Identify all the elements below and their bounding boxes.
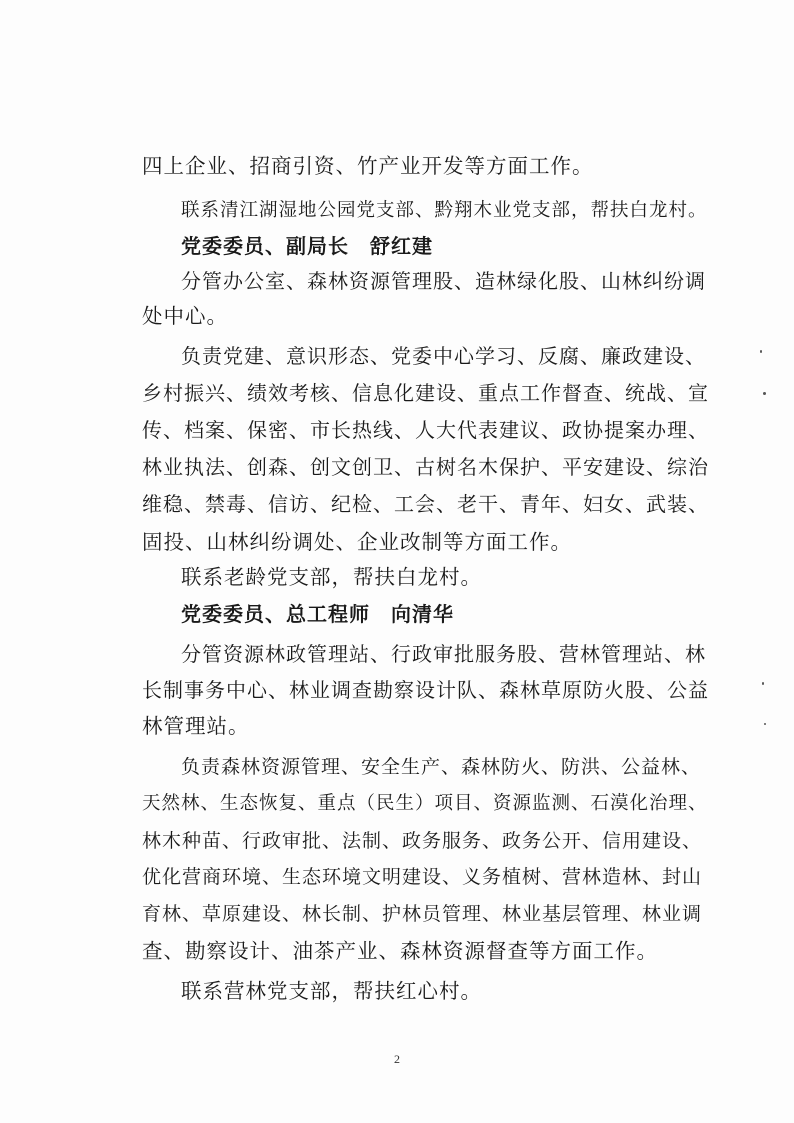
text-line: 分管资源林政管理站、行政审批服务股、营林管理站、林 bbox=[181, 642, 706, 666]
text-line: 林业执法、创森、创文创卫、古树名木保护、平安建设、综治 bbox=[142, 455, 709, 479]
scan-speck bbox=[764, 723, 766, 725]
text-line: 林管理站。 bbox=[142, 714, 250, 738]
scan-speck bbox=[760, 350, 762, 353]
text-line: 负责党建、意识形态、党委中心学习、反腐、廉政建设、 bbox=[181, 344, 706, 368]
text-line: 固投、山林纠纷调处、企业改制等方面工作。 bbox=[142, 530, 572, 554]
text-line: 四上企业、招商引资、竹产业开发等方面工作。 bbox=[142, 154, 594, 178]
text-line: 天然林、生态恢复、重点（民生）项目、资源监测、石漠化治理、 bbox=[142, 793, 708, 814]
scan-speck bbox=[763, 392, 766, 395]
text-line: 传、档案、保密、市长热线、人大代表建议、政协提案办理、 bbox=[142, 418, 709, 442]
text-line: 育林、草原建设、林长制、护林员管理、林业基层管理、林业调 bbox=[142, 903, 703, 925]
text-line: 维稳、禁毒、信访、纪检、工会、老干、青年、妇女、武装、 bbox=[142, 492, 709, 516]
section-heading: 党委委员、副局长 舒红建 bbox=[181, 234, 433, 258]
text-line: 优化营商环境、生态环境文明建设、义务植树、营林造林、封山 bbox=[142, 866, 703, 888]
text-line: 乡村振兴、绩效考核、信息化建设、重点工作督查、统战、宣 bbox=[142, 381, 709, 405]
text-line: 长制事务中心、林业调查勘察设计队、森林草原防火股、公益 bbox=[142, 678, 709, 702]
text-line: 分管办公室、森林资源管理股、造林绿化股、山林纠纷调 bbox=[181, 269, 706, 293]
page-number: 2 bbox=[394, 1052, 400, 1066]
text-line: 处中心。 bbox=[142, 304, 228, 328]
text-line: 负责森林资源管理、安全生产、森林防火、防洪、公益林、 bbox=[181, 756, 702, 778]
section-heading: 党委委员、总工程师 向清华 bbox=[181, 602, 454, 626]
text-line: 联系老龄党支部，帮扶白龙村。 bbox=[181, 565, 482, 589]
text-line: 联系清江湖湿地公园党支部、黔翔木业党支部，帮扶白龙村。 bbox=[181, 200, 708, 221]
text-line: 林木种苗、行政审批、法制、政务服务、政务公开、信用建设、 bbox=[142, 830, 703, 852]
text-line: 查、勘察设计、油茶产业、森林资源督查等方面工作。 bbox=[142, 939, 658, 963]
scan-speck bbox=[762, 682, 764, 685]
text-line: 联系营林党支部，帮扶红心村。 bbox=[181, 979, 482, 1003]
